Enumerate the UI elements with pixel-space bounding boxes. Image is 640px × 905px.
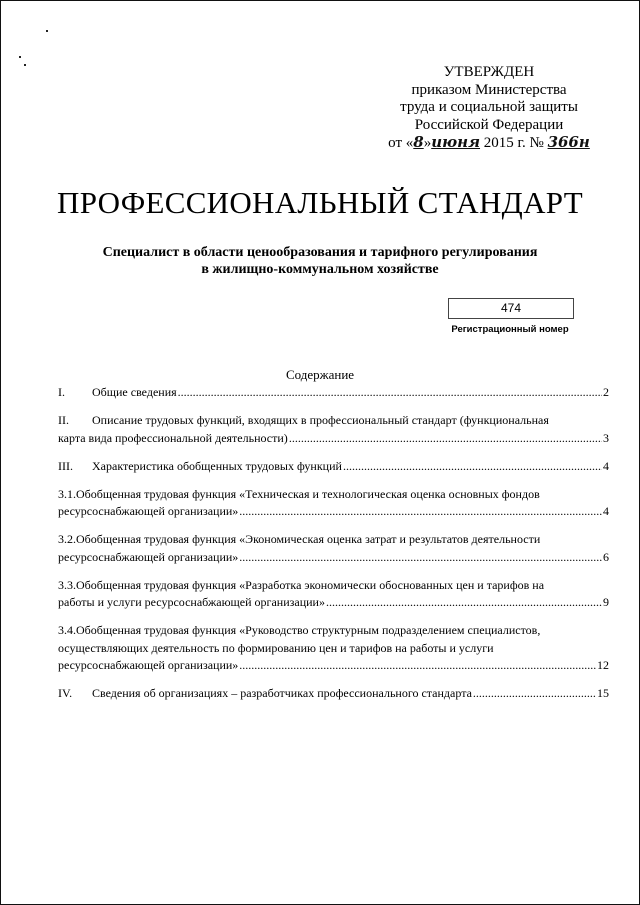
toc-entry[interactable] — [58, 486, 609, 521]
toc-leader-dots — [239, 549, 602, 567]
handwritten-day: 8 — [413, 133, 424, 151]
scan-speck — [24, 64, 26, 66]
toc-leader-dots — [178, 384, 602, 402]
toc-entry-text: ресурсоснабжающей организации» — [58, 658, 239, 672]
date-year: 2015 г. № — [483, 135, 544, 151]
date-prefix: от « — [388, 135, 414, 151]
toc-leader-dots — [473, 685, 596, 703]
table-of-contents — [58, 384, 609, 713]
date-mid: » — [423, 135, 432, 151]
toc-entry[interactable] — [58, 622, 609, 675]
toc-page-number: 6 — [603, 549, 609, 564]
approval-line-1: УТВЕРЖДЕН — [443, 64, 535, 80]
approval-line-2: приказом Министерства — [411, 81, 567, 98]
toc-entry-text: I. Общие сведения — [58, 384, 177, 402]
toc-entry[interactable] — [58, 458, 609, 476]
toc-entry-text: карта вида профессиональной деятельности) — [58, 430, 288, 445]
toc-entry[interactable] — [58, 384, 609, 402]
approval-date-line — [374, 134, 604, 153]
toc-entry-number: II. — [58, 413, 69, 427]
toc-leader-dots — [343, 458, 602, 476]
handwritten-month: июня — [431, 133, 481, 151]
toc-page-number: 4 — [603, 504, 609, 518]
document-title: ПРОФЕССИОНАЛЬНЫЙ СТАНДАРТ — [57, 185, 583, 220]
toc-entry-text: ресурсоснабжающей организации» — [58, 504, 239, 518]
toc-entry[interactable] — [58, 577, 609, 612]
toc-entry-text: 3.2.Обобщенная трудовая функция «Экономическая оценка затрат и результатов деятельности — [58, 531, 609, 549]
toc-entry-number: IV. — [58, 686, 73, 700]
toc-page-number: 3 — [603, 430, 609, 445]
approval-stamp — [374, 64, 604, 153]
toc-entry-number: 3.1. — [58, 486, 76, 501]
subtitle-line-2: в жилищно-коммунальном хозяйстве — [201, 262, 439, 277]
toc-entry-text: IV. Сведения об организациях – разработчиках профессионального стандарта — [58, 685, 472, 703]
toc-entry-number: 3.3. — [58, 577, 76, 592]
subtitle-line-1: Специалист в области ценообразования и тарифного регулирования — [102, 245, 538, 260]
toc-heading: Содержание — [285, 367, 355, 382]
registration-number-box: 474 — [448, 298, 574, 319]
toc-entry-text: 3.1.Обобщенная трудовая функция «Техническая и технологическая оценка основных фондов — [58, 486, 609, 504]
toc-entry[interactable] — [58, 685, 609, 703]
toc-page-number: 9 — [603, 595, 609, 609]
toc-entry[interactable] — [58, 531, 609, 566]
approval-line-3: труда и социальной защиты — [400, 99, 578, 115]
toc-leader-dots — [239, 657, 596, 675]
toc-entry-number: 3.4. — [58, 623, 76, 637]
toc-entry-text: осуществляющих деятельность по формированию цен и тарифов на работы и услуги — [58, 640, 494, 655]
toc-leader-dots — [239, 503, 602, 521]
toc-entry-text: 3.3.Обобщенная трудовая функция «Разработка экономически обоснованных цен и тарифов на — [58, 577, 609, 595]
toc-entry-number: I. — [58, 385, 65, 399]
toc-page-number: 12 — [597, 658, 609, 672]
toc-entry-text: 3.4.Обобщенная трудовая функция «Руководство структурным подразделением специалистов, — [58, 622, 609, 640]
toc-leader-dots — [326, 594, 602, 612]
document-subtitle — [0, 244, 640, 278]
toc-entry-number: III. — [58, 458, 73, 473]
toc-entry-text: работы и услуги ресурсоснабжающей организации» — [58, 595, 325, 609]
toc-entry-text: II. Описание трудовых функций, входящих в профессиональный стандарт (функциональная — [58, 412, 609, 430]
toc-entry[interactable] — [58, 412, 609, 447]
toc-leader-dots — [289, 430, 602, 448]
handwritten-number: 366н — [547, 133, 590, 151]
scan-speck — [46, 30, 48, 32]
toc-page-number: 2 — [603, 385, 609, 399]
toc-page-number: 15 — [597, 686, 609, 700]
scan-speck — [19, 56, 21, 58]
toc-page-number: 4 — [603, 458, 609, 473]
toc-entry-text: III. Характеристика обобщенных трудовых функций — [58, 458, 342, 476]
toc-entry-number: 3.2. — [58, 532, 76, 546]
toc-entry-text: ресурсоснабжающей организации» — [58, 549, 239, 564]
registration-number-label: Регистрационный номер — [451, 324, 569, 335]
approval-line-4: Российской Федерации — [414, 116, 564, 133]
